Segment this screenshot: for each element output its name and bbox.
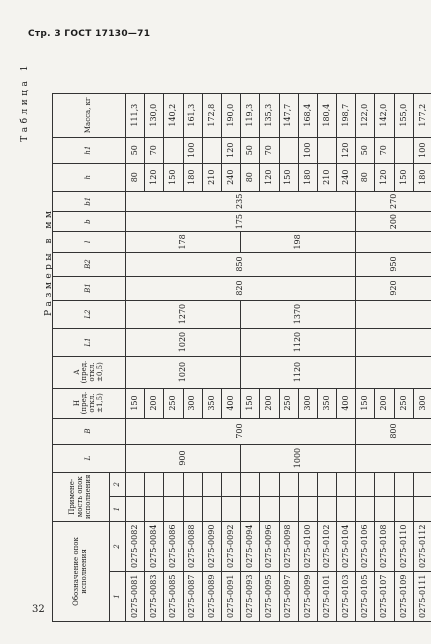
cell-h: 240 bbox=[221, 163, 240, 191]
cell-L1 bbox=[356, 328, 431, 356]
cell-applicability-2 bbox=[375, 472, 394, 497]
cell-applicability-1 bbox=[241, 497, 260, 522]
cell-designation-1: 0275-0097 bbox=[279, 572, 298, 622]
rotated-table-area bbox=[16, 52, 427, 622]
header-B1: B1 bbox=[53, 276, 126, 300]
header-designation-2: 2 bbox=[110, 522, 126, 572]
cell-b: 175 bbox=[126, 211, 356, 231]
cell-applicability-2 bbox=[183, 472, 202, 497]
cell-designation-2: 0275-0096 bbox=[260, 522, 279, 572]
cell-applicability-1 bbox=[202, 497, 221, 522]
cell-h1: 120 bbox=[337, 137, 356, 163]
cell-applicability-1 bbox=[164, 497, 183, 522]
cell-designation-2: 0275-0090 bbox=[202, 522, 221, 572]
cell-h: 120 bbox=[260, 163, 279, 191]
cell-H: 400 bbox=[337, 388, 356, 418]
cell-H: 200 bbox=[145, 388, 164, 418]
cell-h1: 100 bbox=[183, 137, 202, 163]
header-b: b bbox=[53, 211, 126, 231]
cell-designation-2: 0275-0110 bbox=[394, 522, 413, 572]
cell-mass: 177,2 bbox=[413, 93, 431, 137]
header-h: h bbox=[53, 163, 126, 191]
cell-b1: 270 bbox=[356, 191, 431, 211]
header-designation-1: 1 bbox=[110, 572, 126, 622]
cell-H: 300 bbox=[183, 388, 202, 418]
cell-mass: 198,7 bbox=[337, 93, 356, 137]
cell-designation-1: 0275-0081 bbox=[126, 572, 145, 622]
cell-mass: 168,4 bbox=[298, 93, 317, 137]
cell-applicability-2 bbox=[356, 472, 375, 497]
header-B2: B2 bbox=[53, 252, 126, 276]
cell-h1: 50 bbox=[126, 137, 145, 163]
cell-H: 150 bbox=[241, 388, 260, 418]
cell-designation-1: 0275-0095 bbox=[260, 572, 279, 622]
cell-b: 200 bbox=[356, 211, 431, 231]
cell-H: 300 bbox=[413, 388, 431, 418]
cell-applicability-2 bbox=[413, 472, 431, 497]
cell-applicability-2 bbox=[337, 472, 356, 497]
cell-h: 80 bbox=[126, 163, 145, 191]
cell-h1: 100 bbox=[413, 137, 431, 163]
cell-mass: 122,0 bbox=[356, 93, 375, 137]
cell-L bbox=[356, 444, 431, 472]
cell-designation-1: 0275-0099 bbox=[298, 572, 317, 622]
cell-h1 bbox=[317, 137, 336, 163]
cell-mass: 172,8 bbox=[202, 93, 221, 137]
cell-designation-2: 0275-0084 bbox=[145, 522, 164, 572]
cell-h1: 70 bbox=[375, 137, 394, 163]
cell-mass: 161,3 bbox=[183, 93, 202, 137]
cell-h1: 50 bbox=[241, 137, 260, 163]
cell-B: 700 bbox=[126, 418, 356, 444]
cell-applicability-2 bbox=[126, 472, 145, 497]
cell-designation-2: 0275-0086 bbox=[164, 522, 183, 572]
cell-designation-1: 0275-0105 bbox=[356, 572, 375, 622]
cell-h: 150 bbox=[394, 163, 413, 191]
header-h1: h1 bbox=[53, 137, 126, 163]
dimensions-table bbox=[52, 93, 431, 622]
cell-applicability-1 bbox=[356, 497, 375, 522]
cell-designation-1: 0275-0093 bbox=[241, 572, 260, 622]
cell-B1: 920 bbox=[356, 276, 431, 300]
cell-applicability-1 bbox=[394, 497, 413, 522]
header-B: B bbox=[53, 418, 126, 444]
cell-designation-1: 0275-0103 bbox=[337, 572, 356, 622]
cell-L1: 1020 bbox=[126, 328, 241, 356]
cell-H: 350 bbox=[202, 388, 221, 418]
cell-mass: 155,0 bbox=[394, 93, 413, 137]
cell-H: 200 bbox=[260, 388, 279, 418]
cell-applicability-2 bbox=[145, 472, 164, 497]
cell-mass: 180,4 bbox=[317, 93, 336, 137]
cell-designation-2: 0275-0088 bbox=[183, 522, 202, 572]
cell-designation-2: 0275-0082 bbox=[126, 522, 145, 572]
cell-h1: 120 bbox=[221, 137, 240, 163]
cell-h: 150 bbox=[164, 163, 183, 191]
cell-h1 bbox=[394, 137, 413, 163]
cell-H: 150 bbox=[356, 388, 375, 418]
table-row bbox=[241, 93, 260, 621]
header-L2: L2 bbox=[53, 300, 126, 328]
cell-B1: 820 bbox=[126, 276, 356, 300]
cell-H: 300 bbox=[298, 388, 317, 418]
cell-h: 80 bbox=[356, 163, 375, 191]
cell-B: 800 bbox=[356, 418, 431, 444]
cell-designation-1: 0275-0109 bbox=[394, 572, 413, 622]
cell-h: 180 bbox=[183, 163, 202, 191]
cell-mass: 130,0 bbox=[145, 93, 164, 137]
cell-A bbox=[356, 356, 431, 388]
cell-applicability-1 bbox=[317, 497, 336, 522]
cell-h1 bbox=[279, 137, 298, 163]
cell-h: 210 bbox=[317, 163, 336, 191]
cell-h: 80 bbox=[241, 163, 260, 191]
cell-H: 250 bbox=[279, 388, 298, 418]
cell-L2: 1270 bbox=[126, 300, 241, 328]
cell-h: 180 bbox=[298, 163, 317, 191]
table-row bbox=[356, 93, 375, 621]
cell-designation-2: 0275-0108 bbox=[375, 522, 394, 572]
cell-designation-2: 0275-0102 bbox=[317, 522, 336, 572]
cell-applicability-2 bbox=[241, 472, 260, 497]
cell-b1: 235 bbox=[126, 191, 356, 211]
cell-L: 900 bbox=[126, 444, 241, 472]
table-body bbox=[126, 93, 431, 621]
cell-designation-1: 0275-0101 bbox=[317, 572, 336, 622]
cell-H: 250 bbox=[394, 388, 413, 418]
cell-designation-1: 0275-0091 bbox=[221, 572, 240, 622]
cell-H: 350 bbox=[317, 388, 336, 418]
cell-mass: 147,7 bbox=[279, 93, 298, 137]
cell-h: 120 bbox=[145, 163, 164, 191]
cell-designation-1: 0275-0083 bbox=[145, 572, 164, 622]
cell-h: 180 bbox=[413, 163, 431, 191]
cell-designation-1: 0275-0085 bbox=[164, 572, 183, 622]
page-header: Стр. 3 ГОСТ 17130—71 bbox=[28, 29, 151, 39]
page-number: 32 bbox=[32, 604, 45, 615]
cell-designation-2: 0275-0112 bbox=[413, 522, 431, 572]
cell-designation-2: 0275-0098 bbox=[279, 522, 298, 572]
cell-h1: 70 bbox=[260, 137, 279, 163]
cell-designation-1: 0275-0089 bbox=[202, 572, 221, 622]
cell-h: 240 bbox=[337, 163, 356, 191]
header-L1: L1 bbox=[53, 328, 126, 356]
cell-applicability-2 bbox=[221, 472, 240, 497]
cell-h1 bbox=[202, 137, 221, 163]
cell-applicability-2 bbox=[394, 472, 413, 497]
header-H: H (пред. откл. ±1,5) bbox=[53, 388, 126, 418]
cell-l: 198 bbox=[241, 232, 356, 252]
cell-l bbox=[356, 232, 431, 252]
cell-A: 1120 bbox=[241, 356, 356, 388]
cell-designation-2: 0275-0104 bbox=[337, 522, 356, 572]
cell-H: 400 bbox=[221, 388, 240, 418]
cell-designation-1: 0275-0087 bbox=[183, 572, 202, 622]
cell-h1: 100 bbox=[298, 137, 317, 163]
cell-mass: 190,0 bbox=[221, 93, 240, 137]
dimension-caption: Размеры в мм bbox=[44, 207, 54, 316]
cell-B2: 850 bbox=[126, 252, 356, 276]
cell-designation-1: 0275-0111 bbox=[413, 572, 431, 622]
cell-applicability-2 bbox=[164, 472, 183, 497]
cell-designation-1: 0275-0107 bbox=[375, 572, 394, 622]
table-caption: Таблица 1 bbox=[20, 62, 30, 142]
cell-L2: 1370 bbox=[241, 300, 356, 328]
header-b1: b1 bbox=[53, 191, 126, 211]
cell-h: 210 bbox=[202, 163, 221, 191]
cell-h1 bbox=[164, 137, 183, 163]
cell-h: 120 bbox=[375, 163, 394, 191]
header-A: A (пред. откл. ±0,5) bbox=[53, 356, 126, 388]
cell-applicability-2 bbox=[298, 472, 317, 497]
header-l: l bbox=[53, 232, 126, 252]
header-L: L bbox=[53, 444, 126, 472]
header-mass: Масса, кг bbox=[53, 93, 126, 137]
cell-applicability-1 bbox=[375, 497, 394, 522]
cell-H: 200 bbox=[375, 388, 394, 418]
cell-L2 bbox=[356, 300, 431, 328]
cell-L: 1000 bbox=[241, 444, 356, 472]
cell-applicability-1 bbox=[126, 497, 145, 522]
cell-applicability-1 bbox=[183, 497, 202, 522]
cell-applicability-1 bbox=[413, 497, 431, 522]
cell-mass: 140,2 bbox=[164, 93, 183, 137]
cell-applicability-1 bbox=[298, 497, 317, 522]
cell-designation-2: 0275-0100 bbox=[298, 522, 317, 572]
cell-h: 150 bbox=[279, 163, 298, 191]
cell-h1: 70 bbox=[145, 137, 164, 163]
cell-A: 1020 bbox=[126, 356, 241, 388]
cell-mass: 119,3 bbox=[241, 93, 260, 137]
header-applicability: Примене-мость опок исполнения bbox=[53, 472, 110, 521]
cell-L1: 1120 bbox=[241, 328, 356, 356]
cell-designation-2: 0275-0092 bbox=[221, 522, 240, 572]
cell-mass: 135,3 bbox=[260, 93, 279, 137]
cell-l: 178 bbox=[126, 232, 241, 252]
cell-B2: 950 bbox=[356, 252, 431, 276]
cell-applicability-1 bbox=[145, 497, 164, 522]
header-applicability-2: 2 bbox=[110, 472, 126, 497]
cell-applicability-1 bbox=[337, 497, 356, 522]
header-applicability-1: 1 bbox=[110, 497, 126, 522]
cell-h1: 50 bbox=[356, 137, 375, 163]
cell-mass: 111,3 bbox=[126, 93, 145, 137]
cell-applicability-1 bbox=[260, 497, 279, 522]
cell-applicability-2 bbox=[317, 472, 336, 497]
header-designation: Обозначение опок исполнения bbox=[53, 522, 110, 622]
table-row bbox=[126, 93, 145, 621]
cell-applicability-1 bbox=[221, 497, 240, 522]
cell-H: 150 bbox=[126, 388, 145, 418]
cell-applicability-2 bbox=[260, 472, 279, 497]
cell-designation-2: 0275-0106 bbox=[356, 522, 375, 572]
cell-designation-2: 0275-0094 bbox=[241, 522, 260, 572]
cell-applicability-2 bbox=[202, 472, 221, 497]
cell-mass: 142,0 bbox=[375, 93, 394, 137]
cell-applicability-1 bbox=[279, 497, 298, 522]
cell-applicability-2 bbox=[279, 472, 298, 497]
cell-H: 250 bbox=[164, 388, 183, 418]
